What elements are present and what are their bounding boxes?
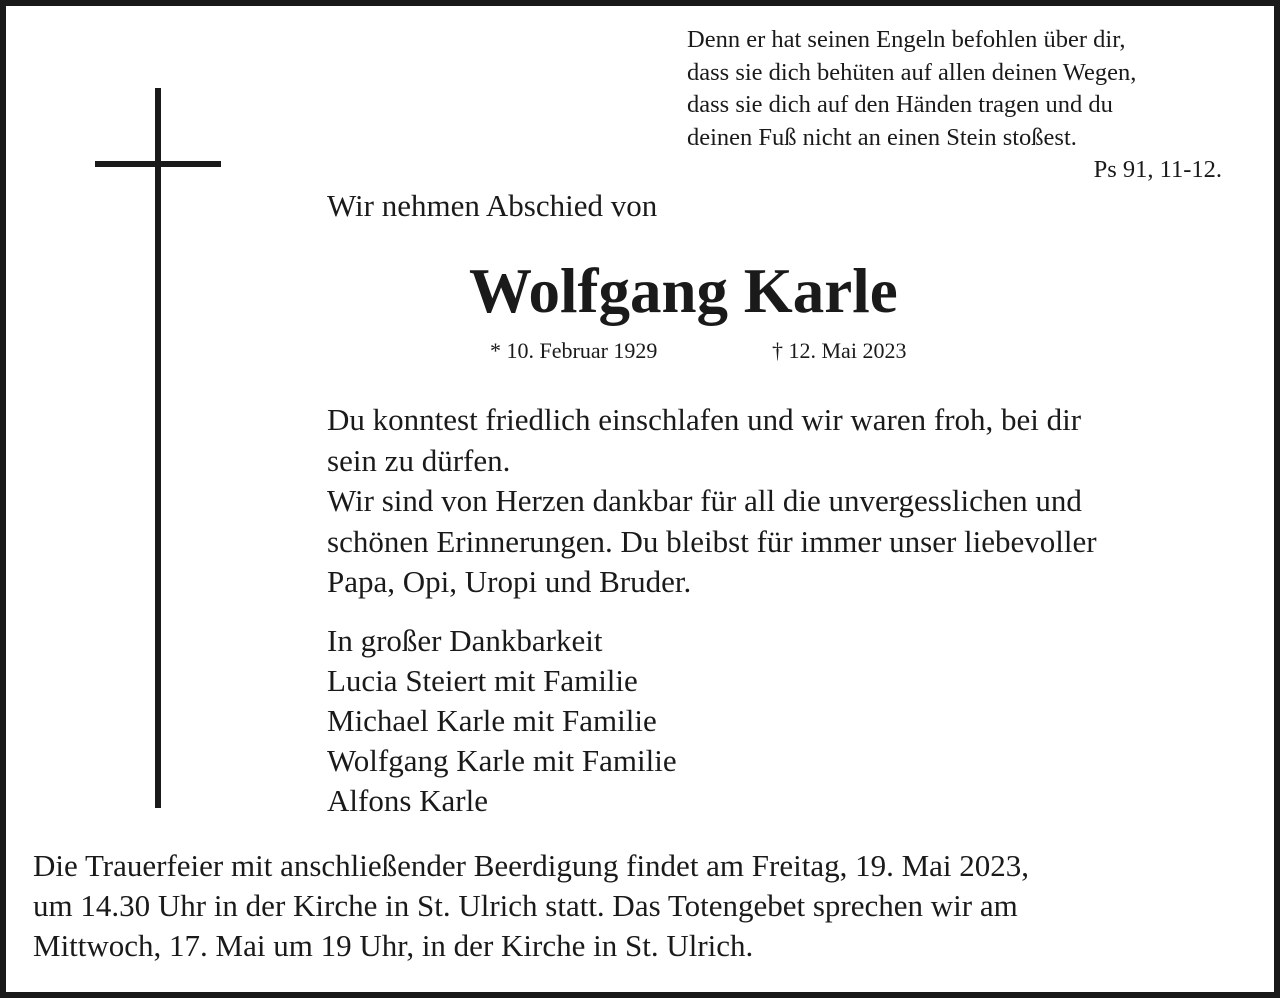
- birth-date: * 10. Februar 1929: [490, 338, 658, 363]
- funeral-line: Die Trauerfeier mit anschließender Beerdigung findet am Freitag, 19. Mai 2023,: [33, 848, 1030, 883]
- message-line: sein zu dürfen.: [327, 442, 511, 478]
- psalm-line: Denn er hat seinen Engeln befohlen über dir,: [687, 26, 1126, 53]
- funeral-details: [33, 846, 1029, 966]
- cross-horizontal-bar: [95, 161, 221, 167]
- message-line: Papa, Opi, Uropi und Bruder.: [327, 564, 692, 599]
- message-line: Du konntest friedlich einschlafen und wir waren froh, bei dir: [327, 402, 1082, 437]
- funeral-line: um 14.30 Uhr in der Kirche in St. Ulrich statt. Das Totengebet sprechen wir am: [33, 888, 1018, 923]
- psalm-reference: Ps 91, 11-12.: [1093, 156, 1222, 183]
- memorial-message: [327, 400, 1207, 603]
- gratitude-line: In großer Dankbarkeit: [327, 623, 603, 658]
- psalm-line: dass sie dich behüten auf allen deinen Wegen,: [687, 58, 1137, 86]
- death-date: † 12. Mai 2023: [772, 338, 907, 363]
- psalm-line: deinen Fuß nicht an einen Stein stoßest.: [687, 123, 1077, 151]
- psalm-line: dass sie dich auf den Händen tragen und du: [687, 91, 1113, 118]
- cross-vertical-bar: [155, 88, 161, 808]
- mourners-list: [327, 621, 677, 821]
- funeral-line: Mittwoch, 17. Mai um 19 Uhr, in der Kirche in St. Ulrich.: [33, 928, 754, 963]
- mourner-name: Alfons Karle: [327, 783, 488, 818]
- message-line: Wir sind von Herzen dankbar für all die unvergesslichen und: [327, 483, 1082, 518]
- mourner-name: Wolfgang Karle mit Familie: [327, 743, 677, 778]
- mourner-name: Michael Karle mit Familie: [327, 703, 657, 738]
- deceased-name: Wolfgang Karle: [469, 256, 898, 326]
- mourner-name: Lucia Steiert mit Familie: [327, 663, 638, 698]
- farewell-intro: Wir nehmen Abschied von: [327, 188, 658, 223]
- message-line: schönen Erinnerungen. Du bleibst für immer unser liebevoller: [327, 523, 1097, 559]
- psalm-quote: [687, 24, 1222, 187]
